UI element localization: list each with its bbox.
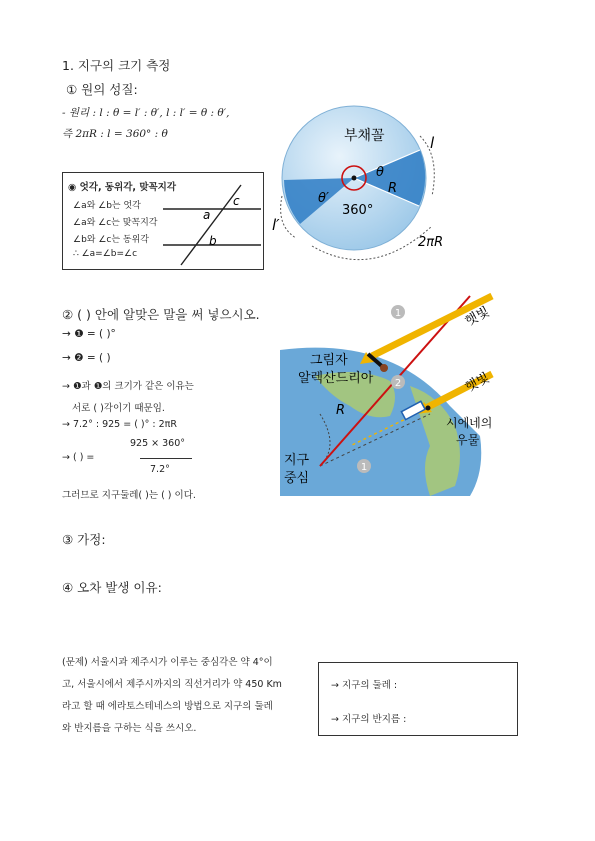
problem-line-1: (문제) 서울시과 제주시가 이루는 중심각은 약 4°이 — [62, 657, 273, 668]
conclusion-line: 그러므로 지구둘레( )는 ( ) 이다. — [62, 490, 196, 501]
syene-well-label-2: 우물 — [456, 433, 480, 447]
question-1: → ❶ = ( )° — [62, 328, 116, 340]
problem-line-3: 라고 할 때 에라토스테네스의 방법으로 지구의 둘레 — [62, 701, 273, 712]
reason-line-2: 서로 ( )각이기 때문임. — [72, 403, 165, 414]
item3-title: ③ 가정: — [62, 532, 106, 547]
radius-label: R — [388, 181, 398, 196]
parallel-lines-diagram — [63, 173, 263, 269]
theta-prime-label: θ′ — [318, 191, 329, 206]
fraction-denominator: 7.2° — [150, 464, 170, 475]
earth-radius-label: R — [336, 403, 346, 418]
question-2: → ❷ = ( ) — [62, 352, 111, 364]
item4-title: ④ 오차 발생 이유: — [62, 580, 162, 595]
reason-line-1: → ❶과 ❶의 크기가 같은 이유는 — [62, 381, 194, 392]
item1-title: ① 원의 성질: — [66, 82, 138, 97]
fraction-lhs: → ( ) = — [62, 452, 95, 463]
fraction-bar — [140, 458, 192, 459]
angle-box-title: ◉ 엇각, 동위각, 맞꼭지각 — [68, 182, 177, 193]
earth-center-label-1: 지구 — [284, 453, 310, 468]
fraction-numerator: 925 × 360° — [130, 438, 186, 449]
sunlight-label-1: 햇빛 — [462, 304, 493, 330]
problem-line-2: 고, 서울시에서 제주시까지의 직선거리가 약 450 Km — [62, 679, 282, 690]
problem-line-4: 와 반지름을 구하는 식을 쓰시오. — [62, 723, 197, 734]
theta-label: θ — [376, 165, 384, 180]
answer-box — [318, 662, 518, 736]
earth-center-label-2: 중심 — [284, 471, 310, 486]
marker-1: 1 — [394, 308, 402, 319]
sector-label: 부채꼴 — [344, 128, 385, 144]
alexandria-label: 알렉산드리아 — [298, 371, 374, 386]
syene-well-label-1: 시에네의 — [446, 416, 493, 430]
principle-line: - 원리 : l : θ = l′ : θ′, l : l′ = θ : θ′, — [62, 107, 230, 119]
angle-line-2: ∠a와 ∠c는 맞꼭지각 — [73, 218, 158, 228]
answer-radius: → 지구의 반지름 : — [331, 714, 407, 725]
eratosthenes-figure — [280, 296, 495, 506]
angle-line-1: ∠a와 ∠b는 엇각 — [73, 201, 141, 211]
circle-sector-figure — [272, 96, 472, 266]
marker-1b: 1 — [360, 462, 368, 473]
label-c: c — [233, 194, 240, 208]
label-a: a — [203, 208, 211, 222]
shadow-label: 그림자 — [310, 353, 348, 368]
item2-title: ② ( ) 안에 알맞은 말을 써 넣으시오. — [62, 307, 260, 322]
angle-line-3: ∠b와 ∠c는 동위각 — [73, 235, 149, 245]
marker-2: 2 — [394, 378, 402, 389]
label-b: b — [209, 234, 217, 248]
circumference-label: 2πR — [418, 235, 444, 250]
section-title: 1. 지구의 크기 측정 — [62, 58, 171, 73]
arc-l-prime-label: l′ — [272, 216, 280, 234]
full-angle-label: 360° — [342, 203, 374, 218]
proportion-line: → 7.2° : 925 = ( )° : 2πR — [62, 419, 177, 430]
angle-property-box — [62, 172, 264, 270]
sunlight-label-2: 햇빛 — [462, 370, 493, 396]
answer-circumference: → 지구의 둘레 : — [331, 680, 398, 691]
angle-line-4: ∴ ∠a=∠b=∠c — [73, 249, 138, 259]
principle-line-2: 즉 2πR : l = 360° : θ — [62, 128, 168, 140]
arc-l-label: l — [430, 134, 435, 152]
